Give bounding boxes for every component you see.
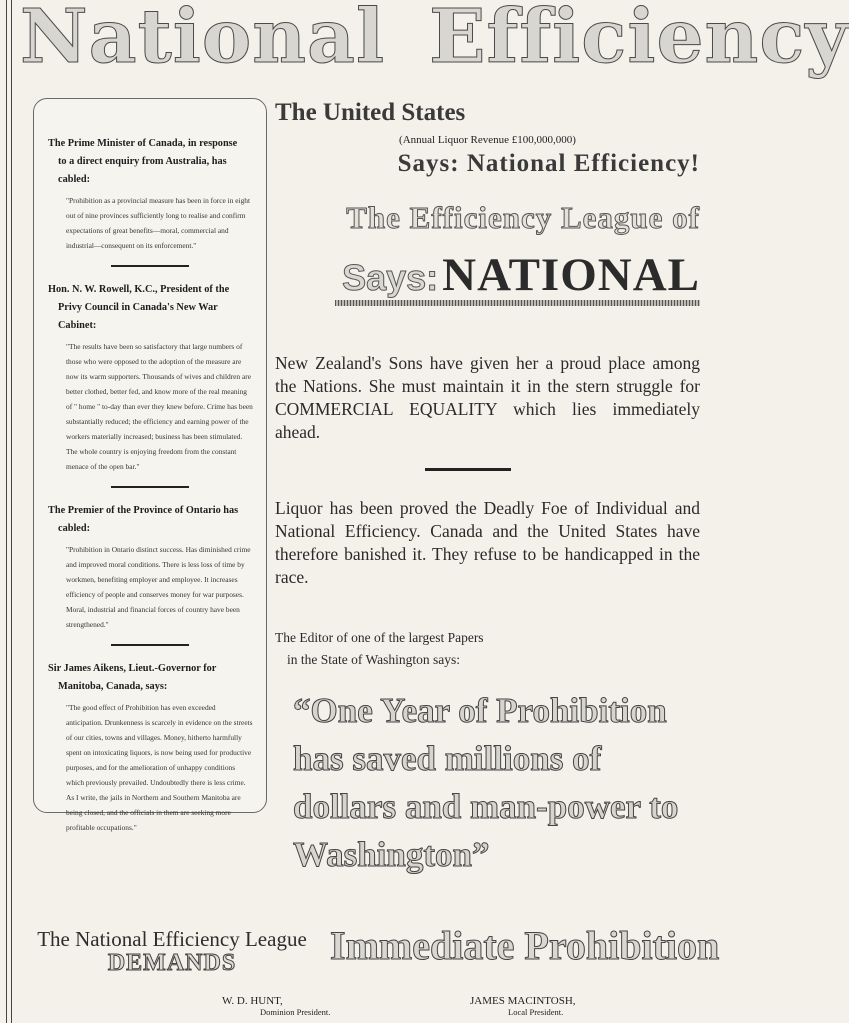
testimonial-prime-minister [34, 135, 266, 253]
league-name: The National Efficiency League [37, 927, 307, 951]
editor-intro [275, 627, 700, 671]
intro-line: Privy Council in Canada's New War [58, 302, 218, 313]
section-divider [111, 486, 189, 488]
testimonial-quote: "Prohibition in Ontario distinct success. Has diminished crime and improved moral conditions. There is less loss of time by workmen, benefiting employer and employee. It increases efficiency of people and conserves money for war purposes. Moral, industrial and financial forces of country have been strengthened." [66, 545, 251, 629]
testimonial-aikens [34, 660, 266, 835]
liquor-revenue-note: (Annual Liquor Revenue £100,000,000) [399, 134, 576, 146]
editor-line: The Editor of one of the largest Papers [275, 630, 484, 645]
section-divider [111, 644, 189, 646]
masthead-word-2: Efficiency [429, 0, 849, 80]
signature-hunt [222, 995, 330, 1017]
testimonial-intro [48, 660, 258, 696]
intro-line: cabled: [58, 523, 91, 534]
intro-line: The Prime Minister of Canada, in response [48, 138, 238, 149]
testimonial-intro [48, 281, 258, 335]
signatory-name: W. D. HUNT, [222, 995, 283, 1007]
masthead-word-1: National [20, 0, 386, 80]
main-column [275, 98, 700, 879]
testimonial-ontario [34, 502, 266, 632]
intro-line: to a direct enquiry from Australia, has [58, 156, 227, 167]
says-national-line [275, 248, 700, 302]
intro-line: Sir James Aikens, Lieut.-Governor for [48, 663, 217, 674]
intro-line: The Premier of the Province of Ontario has [48, 505, 239, 516]
liquor-paragraph: Liquor has been proved the Deadly Foe of Individual and National Efficiency. Canada and the United States have therefore banished it. They refuse to be handicapped in the race. [275, 498, 700, 587]
testimonial-quote: "The results have been so satisfactory that large numbers of those who were opposed to the adoption of the measure are now its warm supporters. Thousands of wives and children are better clothed, better fed, and know more of the real meaning of " home " to-day than ever they knew before. Crime has been substantially reduced; the efficiency and earning power of the workers materially increased; business has been stimulated. The whole country is enjoying freedom from the constant menace of the open bar." [66, 342, 253, 471]
efficiency-league-heading: The Efficiency League of [346, 200, 700, 235]
editor-line: in the State of Washington says: [287, 652, 461, 667]
testimonial-quote: "The good effect of Prohibition has even exceeded anticipation. Drunkenness is scarcely in evidence on the streets of our cities, towns and villages. Money, hitherto harmfully spent on intoxicating liquors, is now being used for productive purposes, and for the amelioration of unhappy conditions which previously prevailed. Undoubtedly there is less crime. As I write, the jails in Northern and Southern Manitoba are being closed, and the officials in them are seeking more profitable occupations." [66, 703, 253, 832]
signatory-role: Dominion President. [260, 1007, 331, 1017]
testimonial-intro [48, 502, 258, 538]
says-national-efficiency: Says: National Efficiency! [397, 150, 700, 177]
immediate-prohibition: Immediate Prohibition [330, 923, 720, 968]
testimonial-intro [48, 135, 258, 189]
testimonial-box [33, 98, 267, 832]
signatory-role: Local President. [508, 1007, 564, 1017]
intro-line: Hon. N. W. Rowell, K.C., President of the [48, 284, 230, 295]
sons-paragraph: New Zealand's Sons have given her a proud place among the Nations. She must maintain it in the stern struggle for COMMERCIAL EQUALITY which lies immediately ahead. [275, 353, 700, 442]
washington-quote: “One Year of Prohibition has saved millions of dollars and man-power to Washington” [293, 691, 679, 874]
section-divider [111, 265, 189, 267]
intro-line: Cabinet: [58, 320, 97, 331]
united-states-heading: The United States [275, 99, 466, 126]
says-word: Says: [342, 257, 439, 298]
left-margin-rule [6, 0, 12, 1023]
signatory-name: JAMES MACINTOSH, [470, 995, 576, 1007]
national-word: NATIONAL [442, 249, 700, 301]
intro-line: Manitoba, Canada, says: [58, 681, 168, 692]
demands-word: DEMANDS [107, 950, 237, 976]
league-demands [27, 927, 317, 977]
testimonial-rowell [34, 281, 266, 474]
testimonial-quote: "Prohibition as a provincial measure has been in force in eight out of nine provinces sufficiently long to realise and confirm expectations of great benefits—moral, commercial and industrial—consequent on its enforcement." [66, 196, 251, 250]
signature-macintosh [470, 995, 576, 1017]
section-divider [425, 468, 511, 471]
intro-line: cabled: [58, 174, 91, 185]
masthead [20, 0, 849, 80]
